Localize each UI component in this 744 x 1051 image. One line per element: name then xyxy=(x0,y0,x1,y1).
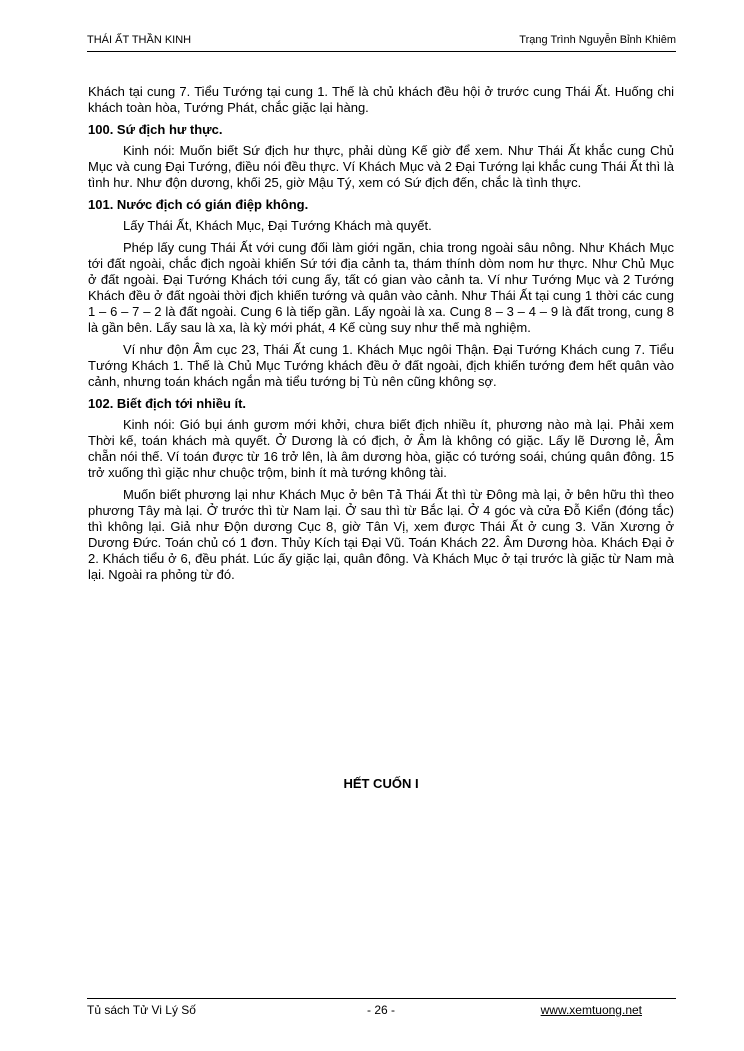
header-book-title: THÁI ẤT THẦN KINH xyxy=(87,34,192,46)
section-heading-102: 102. Biết địch tới nhiều ít. xyxy=(88,396,247,411)
footer-divider xyxy=(87,998,676,999)
page-header xyxy=(87,32,676,50)
header-divider xyxy=(87,51,676,52)
section-heading-101: 101. Nước địch có gián điệp không. xyxy=(88,197,309,212)
paragraph-102-1: Kinh nói: Gió bụi ánh gươm mới khởi, chưa biết địch nhiều ít, phương nào mà lại. Phải xem Thời kế, toán khách mà quyết. Ở Dương là có địch, ở Âm là không có giặc. Lấy lẽ Dương lẻ, Âm chẵn nói thế. Ví toán được từ 16 trở lên, là âm dương hòa, giặc có tướng soái, chúng quân đông. 15 trở xuống thì giặc như chuộc trộm, binh ít mà tướng không tài. xyxy=(88,417,674,480)
paragraph-100-1: Kinh nói: Muốn biết Sứ địch hư thực, phải dùng Kế giờ để xem. Như Thái Ất khắc cung Chủ Mục và cung Đại Tướng, điều nói đều thực. Ví Khách Mục và 2 Đại Tướng lại khắc cung Thái Ất thì là tình hư. Như độn dương, khối 25, giờ Mậu Tý, xem có Sứ địch đến, chắc là tình thực. xyxy=(88,143,674,190)
page-body xyxy=(88,84,674,589)
paragraph-continued: Khách tại cung 7. Tiểu Tướng tại cung 1. Thế là chủ khách đều hội ở trước cung Thái Ất. Huống chi khách toàn hòa, Tướng Phát, chắc giặc lại hàng. xyxy=(88,84,674,115)
footer-website-link[interactable]: www.xemtuong.net xyxy=(540,1003,642,1017)
section-heading-100: 100. Sứ địch hư thực. xyxy=(88,122,223,137)
end-of-volume-title: HẾT CUỐN I xyxy=(343,776,419,791)
page-footer xyxy=(87,1003,676,1019)
footer-collection-name: Tủ sách Tử Vi Lý Số xyxy=(87,1003,196,1017)
header-author: Trạng Trình Nguyễn Bỉnh Khiêm xyxy=(519,34,676,46)
paragraph-102-2: Muốn biết phương lại như Khách Mục ở bên Tả Thái Ất thì từ Đông mà lại, ở bên hữu thì theo phương Tây mà lại. Ở trước thì từ Nam lại. Ở sau thì từ Bắc lại. Ở 4 góc và cửa Đỗ Kiển (đóng tắc) thì không lại. Giả như Độn dương Cục 8, giờ Tân Vị, xem được Thái Ất ở cung 3. Văn Xương ở Dương Đức. Toán chủ có 1 đơn. Thủy Kích tại Đại Vũ. Toán Khách 22. Âm Dương hòa. Khách Đại ở 2. Khách tiểu ở 6, đều phát. Lúc ấy giặc lại, quân đông. Và Khách Mục ở tại trước là giặc từ Nam mà lại. Ngoài ra phỏng từ đó. xyxy=(88,487,674,582)
paragraph-101-3: Ví như độn Âm cục 23, Thái Ất cung 1. Khách Mục ngôi Thận. Đại Tướng Khách cung 7. Tiểu Tướng Khách 1. Thế là Chủ Mục Tướng khách đều ở đất ngoài, địch khiến tướng đem hết quân vào cảnh, nhưng toán khách ngắn mà tiểu tướng bị Tù nên cũng không sợ. xyxy=(88,342,674,389)
paragraph-101-1: Lấy Thái Ất, Khách Mục, Đại Tướng Khách mà quyết. xyxy=(123,218,432,233)
paragraph-101-2: Phép lấy cung Thái Ất với cung đối làm giới ngăn, chia trong ngoài sâu nông. Như Khách Mục tới đất ngoài, chắc địch ngoài khiến Sứ tới địa cảnh ta, thám thính dòm nom hư thực. Như Chủ Mục ở đất ngoài. Đại Tướng Khách tới cung ấy, tất có gian vào cảnh ta. Ví như Tướng Mục và 2 Tướng Khách đều ở đất ngoài thời địch khiến tướng và quân vào cảnh. Như Thái Ất tại cung 1 thời các cung 1 – 6 – 7 – 2 là đất ngoài. Cung 6 là tiếp gần. Lấy ngoài là xa. Cung 8 – 3 – 4 – 9 là đất trong, cung 8 là gần bên. Lấy sau là xa, là kỳ mới phát, 4 Kế cùng suy như thế mà nghiệm. xyxy=(88,240,674,335)
page-number: - 26 - xyxy=(367,1003,396,1017)
